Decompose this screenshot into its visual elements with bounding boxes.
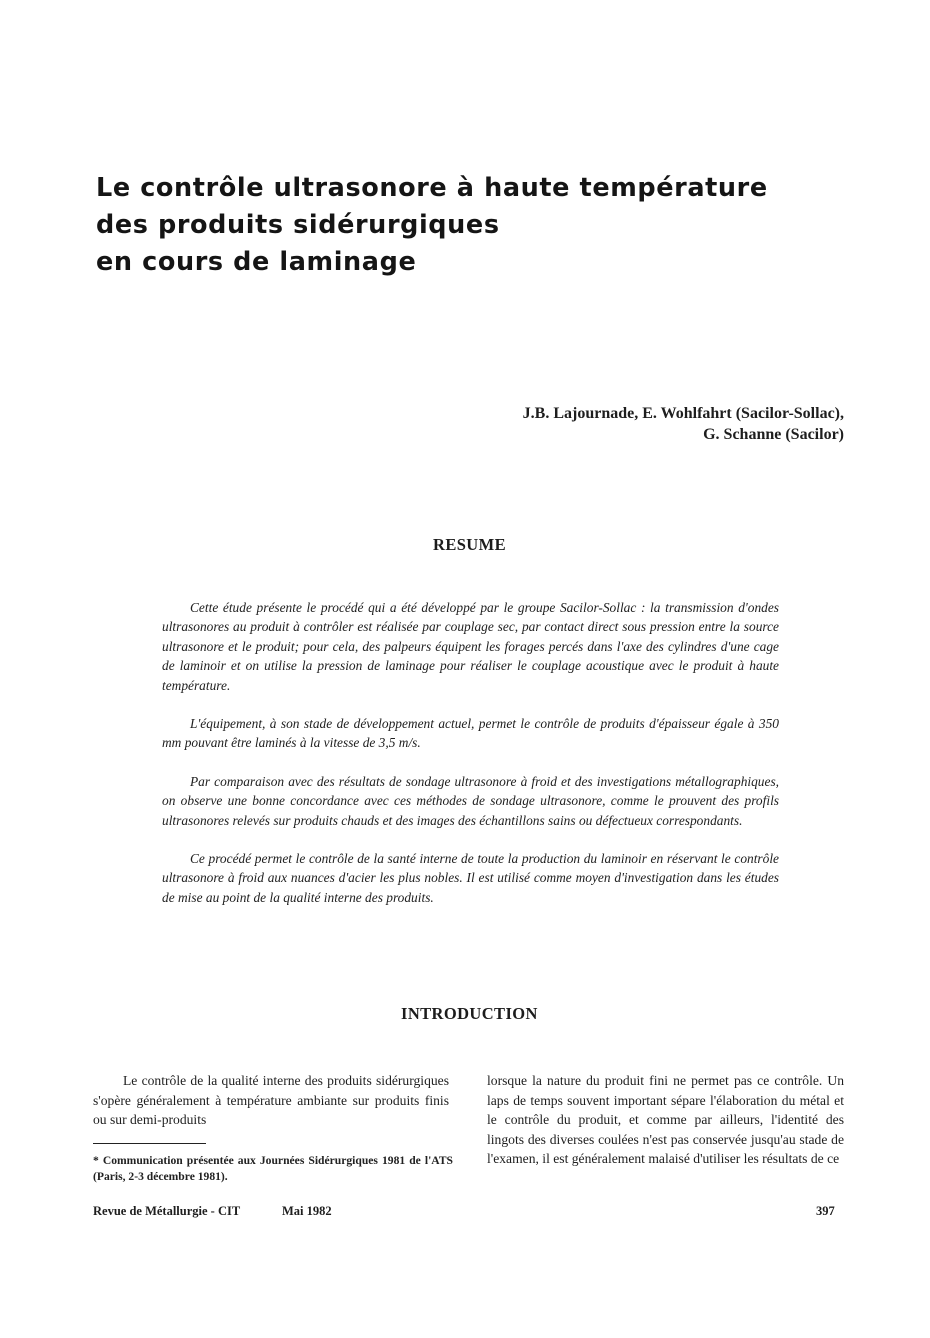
resume-abstract (162, 598, 779, 926)
footer-date: Mai 1982 (282, 1204, 332, 1218)
authors (523, 403, 844, 445)
footnote-divider (93, 1143, 206, 1144)
footer-journal: Revue de Métallurgie - CIT (93, 1204, 241, 1218)
resume-heading: RESUME (433, 535, 506, 554)
resume-paragraph-3: Par comparaison avec des résultats de sondage ultrasonore à froid et des investigations métallographiques, on observe une bonne concordance avec ces méthodes de sondage ultrasonore, comme le prouvent des profils ultrasonores relevés sur produits chauds et des images des échantillons sains ou défectueux correspondants. (162, 773, 779, 828)
introduction-right-text: lorsque la nature du produit fini ne permet pas ce contrôle. Un laps de temps souvent important sépare l'élaboration du métal et le contrôle du produit, et comme par ailleurs, l'identité des lingots des diverses coulées n'est pas conservée jusqu'au stade de l'examen, il est généralement malaisé d'utiliser les résultats de ce (487, 1073, 844, 1167)
resume-paragraph-2: L'équipement, à son stade de développement actuel, permet le contrôle de produits d'épaisseur égale à 350 mm pouvant être laminés à la vitesse de 3,5 m/s. (162, 716, 779, 751)
resume-paragraph-1: Cette étude présente le procédé qui a été développé par le groupe Sacilor-Sollac : la transmission d'ondes ultrasonores au produit à contrôler est réalisée par couplage sec, par contact direct sous pression entre la source ultrasonore et le produit; pour cela, des palpeurs équipent les forages percés dans l'axe des cylindres d'une cage de laminoir et on utilise la pression de laminage pour réaliser le couplage acoustique avec le produit à haute température. (162, 600, 779, 693)
introduction-right-column (487, 1071, 844, 1169)
introduction-left-text: Le contrôle de la qualité interne des produits sidérurgiques s'opère généralement à température ambiante sur produits finis ou sur demi-produits (93, 1073, 449, 1128)
authors-line-1: J.B. Lajournade, E. Wohlfahrt (Sacilor-Sollac), (522, 405, 844, 422)
page-number: 397 (816, 1204, 835, 1218)
title-line-2: des produits sidérurgiques (96, 210, 500, 240)
introduction-heading: INTRODUCTION (401, 1004, 538, 1023)
title-line-3: en cours de laminage (96, 247, 417, 277)
title-line-1: Le contrôle ultrasonore à haute température (96, 173, 768, 203)
article-title (96, 170, 856, 281)
introduction-left-column (93, 1071, 449, 1130)
resume-paragraph-4: Ce procédé permet le contrôle de la santé interne de toute la production du laminoir en réservant le contrôle ultrasonore à froid aux nuances d'acier les plus nobles. Il est utilisé comme moyen d'investigation dans les études de mise au point de la qualité interne des produits. (162, 851, 779, 905)
footnote: * Communication présentée aux Journées Sidérurgiques 1981 de l'ATS (Paris, 2-3 décembre 1981). (93, 1154, 453, 1183)
authors-line-2: G. Schanne (Sacilor) (703, 426, 844, 443)
